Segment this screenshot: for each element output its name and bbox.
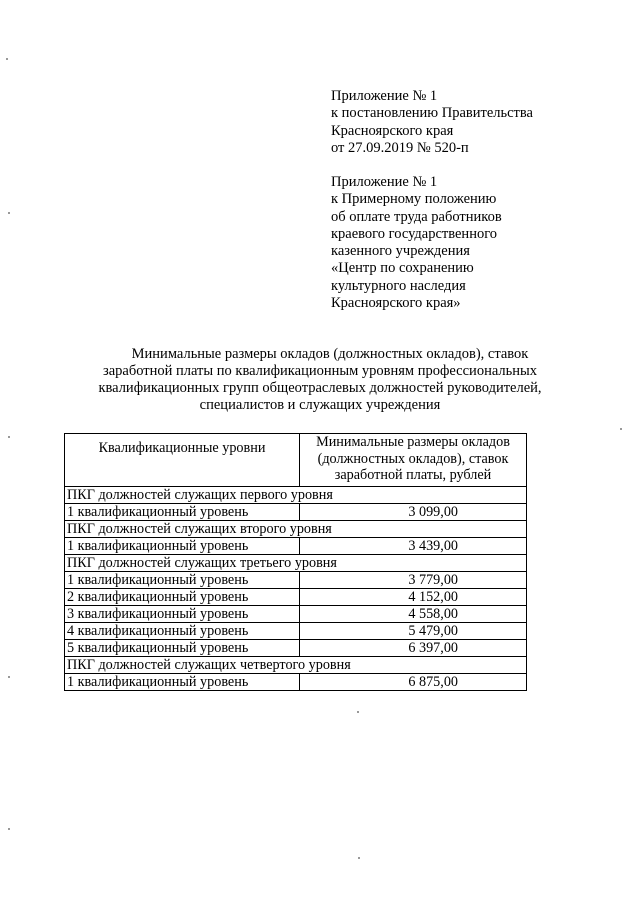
scan-speck xyxy=(357,711,359,713)
group-row xyxy=(65,521,527,538)
table-header-row xyxy=(65,434,527,487)
appendix-line: Красноярского края» xyxy=(331,295,461,312)
salary-table xyxy=(64,433,527,691)
level-cell: 1 квалификационный уровень xyxy=(65,572,300,589)
group-row xyxy=(65,555,527,572)
group-row xyxy=(65,487,527,504)
level-cell: 4 квалификационный уровень xyxy=(65,623,300,640)
group-name: ПКГ должностей служащих второго уровня xyxy=(65,521,527,538)
table-row xyxy=(65,589,527,606)
appendix-line: к постановлению Правительства xyxy=(331,105,533,122)
appendix-line: Приложение № 1 xyxy=(331,88,438,104)
table-row xyxy=(65,538,527,555)
appendix-line: об оплате труда работников xyxy=(331,208,502,225)
appendix-line: к Примерному положению xyxy=(331,191,497,208)
level-cell: 3 квалификационный уровень xyxy=(65,606,300,623)
appendix-line: Приложение № 1 xyxy=(331,174,438,190)
scan-speck xyxy=(620,428,622,430)
table-row xyxy=(65,606,527,623)
table-row xyxy=(65,623,527,640)
value-cell: 3 099,00 xyxy=(300,504,527,521)
value-cell: 3 439,00 xyxy=(300,538,527,555)
scan-speck xyxy=(8,436,10,438)
value-cell: 4 558,00 xyxy=(300,606,527,623)
level-cell: 1 квалификационный уровень xyxy=(65,504,300,521)
scan-speck xyxy=(8,212,10,214)
level-cell: 1 квалификационный уровень xyxy=(65,674,300,691)
table-row xyxy=(65,640,527,657)
group-name: ПКГ должностей служащих первого уровня xyxy=(65,487,527,504)
table-row xyxy=(65,504,527,521)
value-cell: 6 397,00 xyxy=(300,640,527,657)
group-row xyxy=(65,657,527,674)
column-header-levels: Квалификационные уровни xyxy=(65,434,300,487)
title-line: Минимальные размеры окладов (должностных окладов), ставок xyxy=(131,346,529,362)
level-cell: 1 квалификационный уровень xyxy=(65,538,300,555)
title-line: квалификационных групп общеотраслевых должностей руководителей, xyxy=(98,380,542,396)
column-header-salaries: Минимальные размеры окладов (должностных окладов), ставок заработной платы, рублей xyxy=(300,434,527,487)
appendix-line: казенного учреждения xyxy=(331,243,470,260)
level-cell: 5 квалификационный уровень xyxy=(65,640,300,657)
value-cell: 4 152,00 xyxy=(300,589,527,606)
table-row xyxy=(65,572,527,589)
appendix-line: культурного наследия xyxy=(331,277,466,294)
value-cell: 5 479,00 xyxy=(300,623,527,640)
value-cell: 3 779,00 xyxy=(300,572,527,589)
appendix-line: «Центр по сохранению xyxy=(331,260,474,277)
title-line: специалистов и служащих учреждения xyxy=(199,397,441,413)
scan-speck xyxy=(8,676,10,678)
scan-speck xyxy=(358,857,360,859)
group-name: ПКГ должностей служащих четвертого уровня xyxy=(65,657,527,674)
appendix-line: Красноярского края xyxy=(331,122,454,139)
scan-speck xyxy=(8,828,10,830)
group-name: ПКГ должностей служащих третьего уровня xyxy=(65,555,527,572)
title-line: заработной платы по квалификационным уровням профессиональных xyxy=(102,363,537,379)
appendix-line: краевого государственного xyxy=(331,225,498,242)
table-row xyxy=(65,674,527,691)
value-cell: 6 875,00 xyxy=(300,674,527,691)
appendix-header-1 xyxy=(331,88,533,157)
appendix-header-2 xyxy=(331,174,502,312)
level-cell: 2 квалификационный уровень xyxy=(65,589,300,606)
scan-speck xyxy=(6,58,8,60)
document-title xyxy=(60,346,580,414)
appendix-line: от 27.09.2019 № 520-п xyxy=(331,139,469,156)
